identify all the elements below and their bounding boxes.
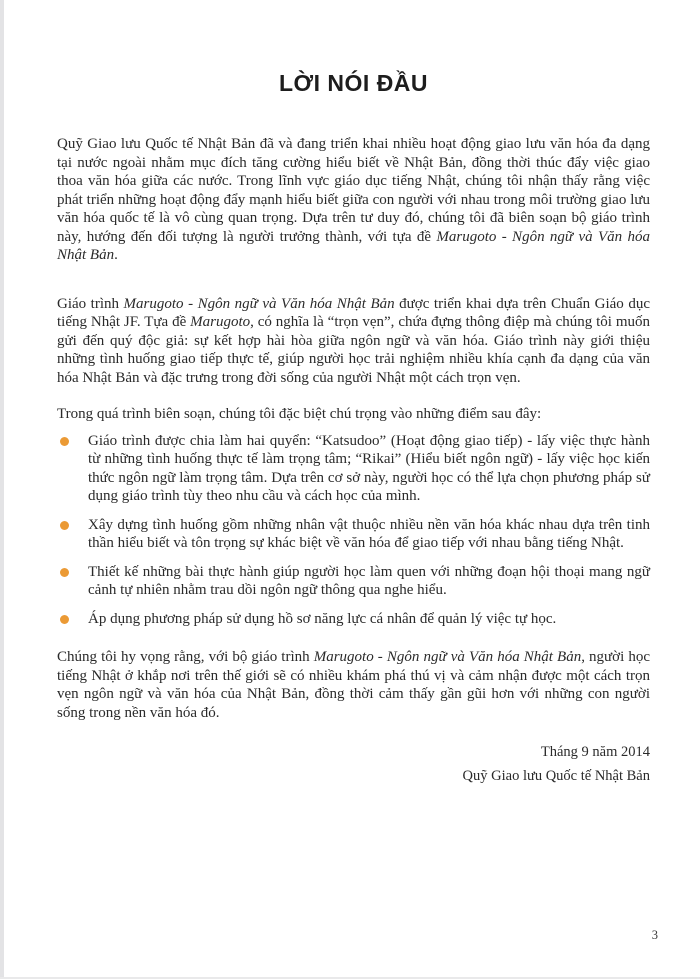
list-item xyxy=(57,432,650,506)
page-title: LỜI NÓI ĐẦU xyxy=(278,70,429,96)
paragraph-2: Giáo trình Marugoto - Ngôn ngữ và Văn hóa Nhật Bản được triển khai dựa trên Chuẩn Giáo dục tiếng Nhật JF. Tựa đề Marugoto, có nghĩa là “trọn vẹn”, chứa đựng thông điệp mà chúng tôi muốn gửi đến quý độc giả: sự kết hợp hài hòa giữa ngôn ngữ và văn hóa. Giáo trình này giới thiệu những tình huống giao tiếp thực tế, giúp người học trải nghiệm nhiều khía cạnh đa dạng của văn hóa Nhật Bản và đặc trưng trong đời sống của người Nhật một cách trọn vẹn. xyxy=(57,295,651,386)
bullet-list-intro: Trong quá trình biên soạn, chúng tôi đặc biệt chú trọng vào những điểm sau đây: xyxy=(57,406,542,422)
list-item-text: Áp dụng phương pháp sử dụng hồ sơ năng lực cá nhân để quản lý việc tự học. xyxy=(88,610,557,627)
bullet-icon xyxy=(60,615,69,624)
page-content xyxy=(57,0,650,788)
list-item xyxy=(57,563,650,600)
key-points-list xyxy=(57,432,650,629)
scan-edge-left xyxy=(0,0,4,979)
publication-date: Tháng 9 năm 2014 xyxy=(540,744,650,760)
bullet-icon xyxy=(60,437,69,446)
signature: Quỹ Giao lưu Quốc tế Nhật Bản xyxy=(462,768,650,784)
bullet-icon xyxy=(60,568,69,577)
list-item xyxy=(57,610,650,629)
page-number: 3 xyxy=(651,928,658,942)
list-item-text: Xây dựng tình huống gồm những nhân vật thuộc nhiều nền văn hóa khác nhau dựa trên tinh thần hiểu biết và tôn trọng sự khác biệt về văn hóa để giao tiếp với nhau bằng tiếng Nhật. xyxy=(88,516,650,551)
list-item-text: Thiết kế những bài thực hành giúp người học làm quen với những đoạn hội thoại mang ngữ cảnh tự nhiên nhằm trau dồi ngôn ngữ thông qua nghe hiểu. xyxy=(88,563,650,598)
paragraph-1: Quỹ Giao lưu Quốc tế Nhật Bản đã và đang triển khai nhiều hoạt động giao lưu văn hóa đa dạng tại nước ngoài nhằm mục đích tăng cường hiểu biết về Nhật Bản, đồng thời thúc đẩy việc giao thoa văn hóa giữa các nước. Trong lĩnh vực giáo dục tiếng Nhật, chúng tôi nhận thấy rằng việc phát triển những hoạt động đẩy mạnh hiểu biết giữa con người với nhau trong môi trường giao lưu văn hóa quốc tế là vô cùng quan trọng. Dựa trên tư duy đó, chúng tôi đã biên soạn bộ giáo trình này, hướng đến đối tượng là người trưởng thành, với tựa đề Marugoto - Ngôn ngữ và Văn hóa Nhật Bản. xyxy=(57,136,650,263)
bullet-icon xyxy=(60,521,69,530)
list-item-text: Giáo trình được chia làm hai quyển: “Katsudoo” (Hoạt động giao tiếp) - lấy việc thực hành từ những tình huống thực tế làm trọng tâm; “Rikai” (Hiểu biết ngôn ngữ) - lấy việc học kiến thức ngôn ngữ làm trọng tâm. Dựa trên cơ sở này, người học có thể lựa chọn phương pháp sử dụng giáo trình tùy theo nhu cầu và cách học của mình. xyxy=(88,432,650,504)
paragraph-closing: Chúng tôi hy vọng rằng, với bộ giáo trình Marugoto - Ngôn ngữ và Văn hóa Nhật Bản, người học tiếng Nhật ở khắp nơi trên thế giới sẽ có nhiều khám phá thú vị và cảm nhận được một cách trọn vẹn ngôn ngữ và văn hóa của Nhật Bản, đồng thời cảm thấy gần gũi hơn với những con người sống trong nền văn hóa đó. xyxy=(57,649,651,721)
closing-block xyxy=(57,740,650,788)
list-item xyxy=(57,516,650,553)
